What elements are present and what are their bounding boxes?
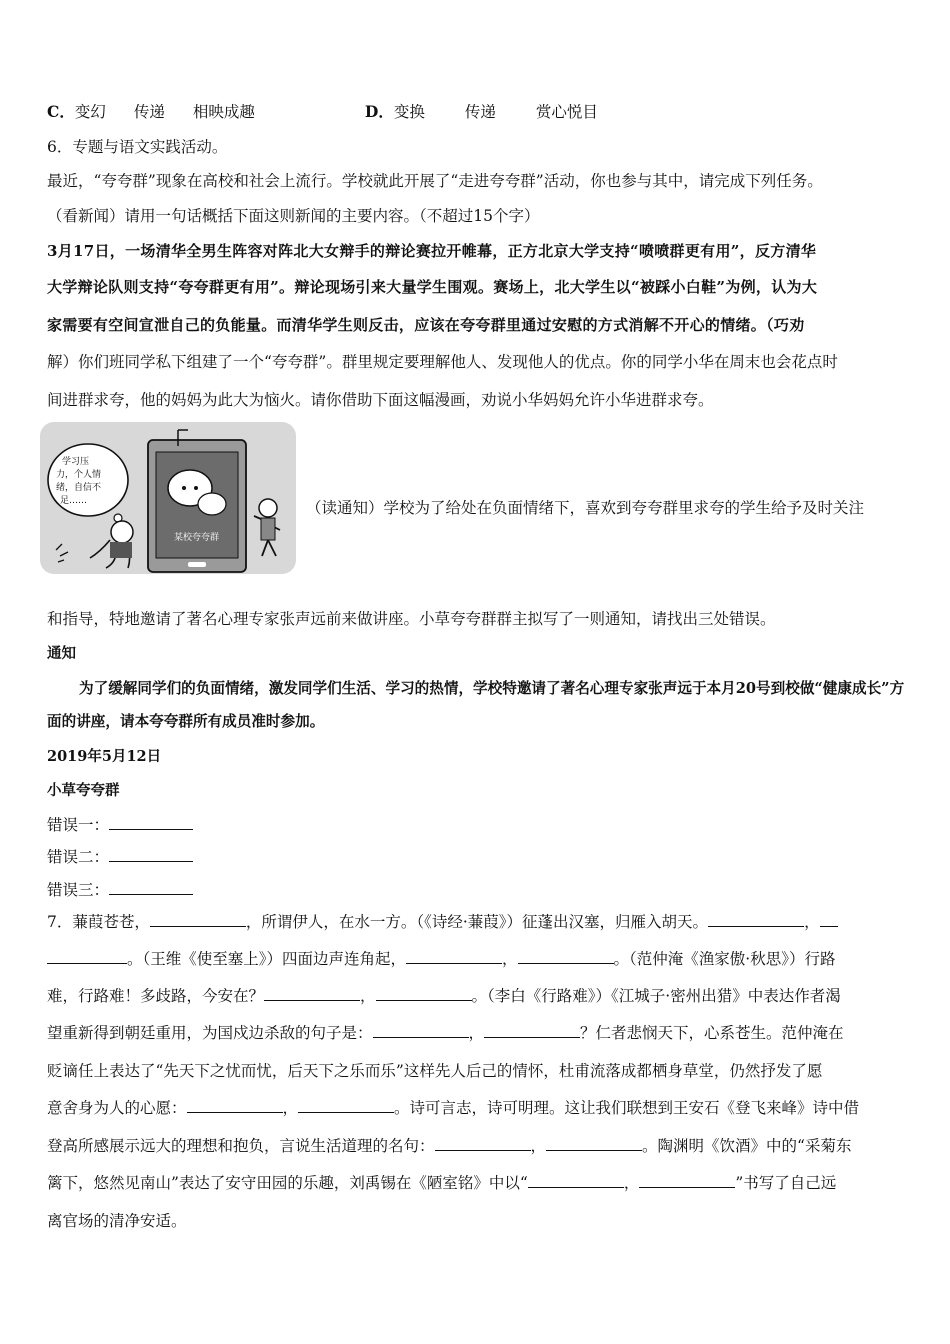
q7-text: 。（王维《使至塞上》）四面边声连角起， <box>127 950 407 968</box>
news-line: 家需要有空间宣泄自己的负能量。而清华学生则反击，应该在夸夸群里通过安慰的方式消解不开心的情绪。（巧劝 <box>47 316 805 334</box>
answer-blank[interactable] <box>528 1187 624 1188</box>
notice-task-line: 和指导，特地邀请了著名心理专家张声远前来做讲座。小草夸夸群群主拟写了一则通知，请找出三处错误。 <box>47 610 776 628</box>
q7-line: 离官场的清净安适。 <box>47 1212 187 1230</box>
option-c-item: 传递 <box>133 103 165 121</box>
answer-blank[interactable] <box>109 894 193 895</box>
bubble-text: 力，个人情 <box>56 470 102 480</box>
error-answer-line <box>47 846 193 868</box>
answer-blank[interactable] <box>150 926 246 927</box>
news-line: 间进群求夸，他的妈妈为此大为恼火。请你借助下面这幅漫画，劝说小华妈妈允许小华进群求夸。 <box>47 391 714 409</box>
option-d-item: 赏心悦目 <box>535 103 598 121</box>
option-d-item: 传递 <box>464 103 496 121</box>
q7-line <box>47 1097 859 1119</box>
error-label: 错误三： <box>47 881 110 899</box>
q7-sep: ， <box>468 1024 485 1042</box>
q7-line <box>47 1022 844 1044</box>
answer-blank[interactable] <box>187 1112 283 1113</box>
options-row <box>47 101 598 123</box>
notice-title: 通知 <box>47 645 76 662</box>
answer-blank[interactable] <box>484 1037 580 1038</box>
answer-blank[interactable] <box>639 1187 735 1188</box>
answer-blank[interactable] <box>546 1150 642 1151</box>
q7-sep: ， <box>623 1174 640 1192</box>
notice-signature: 小草夸夸群 <box>47 782 120 799</box>
q7-line <box>47 911 838 933</box>
q7-sep: ， <box>282 1099 299 1117</box>
phone-text: 某校夸夸群 <box>174 533 220 543</box>
answer-blank[interactable] <box>708 926 804 927</box>
q7-line <box>47 1172 836 1194</box>
error-answer-line <box>47 814 193 836</box>
q7-text: 意舍身为人的心愿： <box>47 1099 187 1117</box>
q7-line <box>47 1135 851 1157</box>
answer-blank[interactable] <box>820 926 838 927</box>
q7-text: 难，行路难！多歧路，今安在？ <box>47 987 265 1005</box>
q7-text: ”书写了自己远 <box>735 1174 837 1192</box>
phone-illustration <box>148 430 246 572</box>
q7-sep: ， <box>502 950 518 968</box>
q6-header: 6．专题与语文实践活动。 <box>47 138 228 156</box>
q7-text: 。诗可言志，诗可明理。这让我们联想到王安石《登飞来峰》诗中借 <box>394 1099 860 1117</box>
q7-line: 贬谪任上表达了“先天下之忧而忧，后天下之乐而乐”这样先人后己的情怀，杜甫流落成都栖身草堂，仍然抒发了愿 <box>47 1062 823 1080</box>
option-d-label: D． <box>364 102 394 121</box>
bubble-text: 学习压 <box>62 457 90 467</box>
answer-blank[interactable] <box>109 861 193 862</box>
answer-blank[interactable] <box>376 1000 472 1001</box>
q7-line <box>47 985 841 1007</box>
q7-text: 。陶渊明《饮酒》中的“采菊东 <box>642 1137 852 1155</box>
option-c-label: C． <box>47 102 75 121</box>
q7-text: 7．蒹葭苍苍， <box>47 913 150 931</box>
error-label: 错误一： <box>47 816 110 834</box>
q7-text: ？仁者悲悯天下，心系苍生。范仲淹在 <box>580 1024 844 1042</box>
q7-sep: ， <box>530 1137 547 1155</box>
news-line: 3月17日，一场清华全男生阵容对阵北大女辩手的辩论赛拉开帷幕，正方北京大学支持“喷喷群更有用”，反方清华 <box>47 242 817 260</box>
q7-text: 登高所感展示远大的理想和抱负，言说生活道理的名句： <box>47 1137 435 1155</box>
notice-date: 2019年5月12日 <box>47 748 162 765</box>
answer-blank[interactable] <box>518 963 614 964</box>
bubble-text: 绪，自信不 <box>56 483 102 493</box>
q7-sep: ， <box>804 913 820 931</box>
q7-text: 。（范仲淹《渔家傲·秋思》）行路 <box>613 950 836 968</box>
error-answer-line <box>47 879 193 901</box>
notice-task-line: （读通知）学校为了给处在负面情绪下，喜欢到夸夸群里求夸的学生给予及时关注 <box>306 499 865 517</box>
option-c-item: 相映成趣 <box>192 103 255 121</box>
cartoon-illustration <box>40 422 296 574</box>
answer-blank[interactable] <box>264 1000 360 1001</box>
answer-blank[interactable] <box>406 963 502 964</box>
q7-text: ，所谓伊人，在水一方。（《诗经·蒹葭》）征蓬出汉塞，归雁入胡天。 <box>245 913 709 931</box>
answer-blank[interactable] <box>435 1150 531 1151</box>
q7-sep: ， <box>360 987 376 1005</box>
answer-blank[interactable] <box>109 829 193 830</box>
option-d-item: 变换 <box>393 103 425 121</box>
news-line: 大学辩论队则支持“夸夸群更有用”。辩论现场引来大量学生围观。赛场上，北大学生以“被踩小白鞋”为例，认为大 <box>47 278 818 296</box>
bubble-text: 足…… <box>60 496 88 506</box>
q7-text: 。（李白《行路难》）《江城子·密州出猎》中表达作者渴 <box>471 987 841 1005</box>
q7-text: 篱下，悠然见南山”表达了安守田园的乐趣，刘禹锡在《陋室铭》中以“ <box>47 1174 528 1192</box>
q6-intro: 最近，“夸夸群”现象在高校和社会上流行。学校就此开展了“走进夸夸群”活动，你也参与其中，请完成下列任务。 <box>47 172 823 190</box>
q6-news-task: （看新闻）请用一句话概括下面这则新闻的主要内容。（不超过15个字） <box>47 207 540 225</box>
q7-line <box>47 948 835 970</box>
news-line: 解）你们班同学私下组建了一个“夸夸群”。群里规定要理解他人、发现他人的优点。你的同学小华在周末也会花点时 <box>47 353 838 371</box>
answer-blank[interactable] <box>47 963 127 964</box>
q7-text: 望重新得到朝廷重用，为国戍边杀敌的句子是： <box>47 1024 373 1042</box>
answer-blank[interactable] <box>298 1112 394 1113</box>
notice-body: 为了缓解同学们的负面情绪，激发同学们生活、学习的热情，学校特邀请了著名心理专家张声远于本月20号到校做“健康成长”方面的讲座，请本夸夸群所有成员准时参加。 <box>47 680 905 730</box>
answer-blank[interactable] <box>373 1037 469 1038</box>
error-label: 错误二： <box>47 848 110 866</box>
option-c-item: 变幻 <box>74 103 106 121</box>
